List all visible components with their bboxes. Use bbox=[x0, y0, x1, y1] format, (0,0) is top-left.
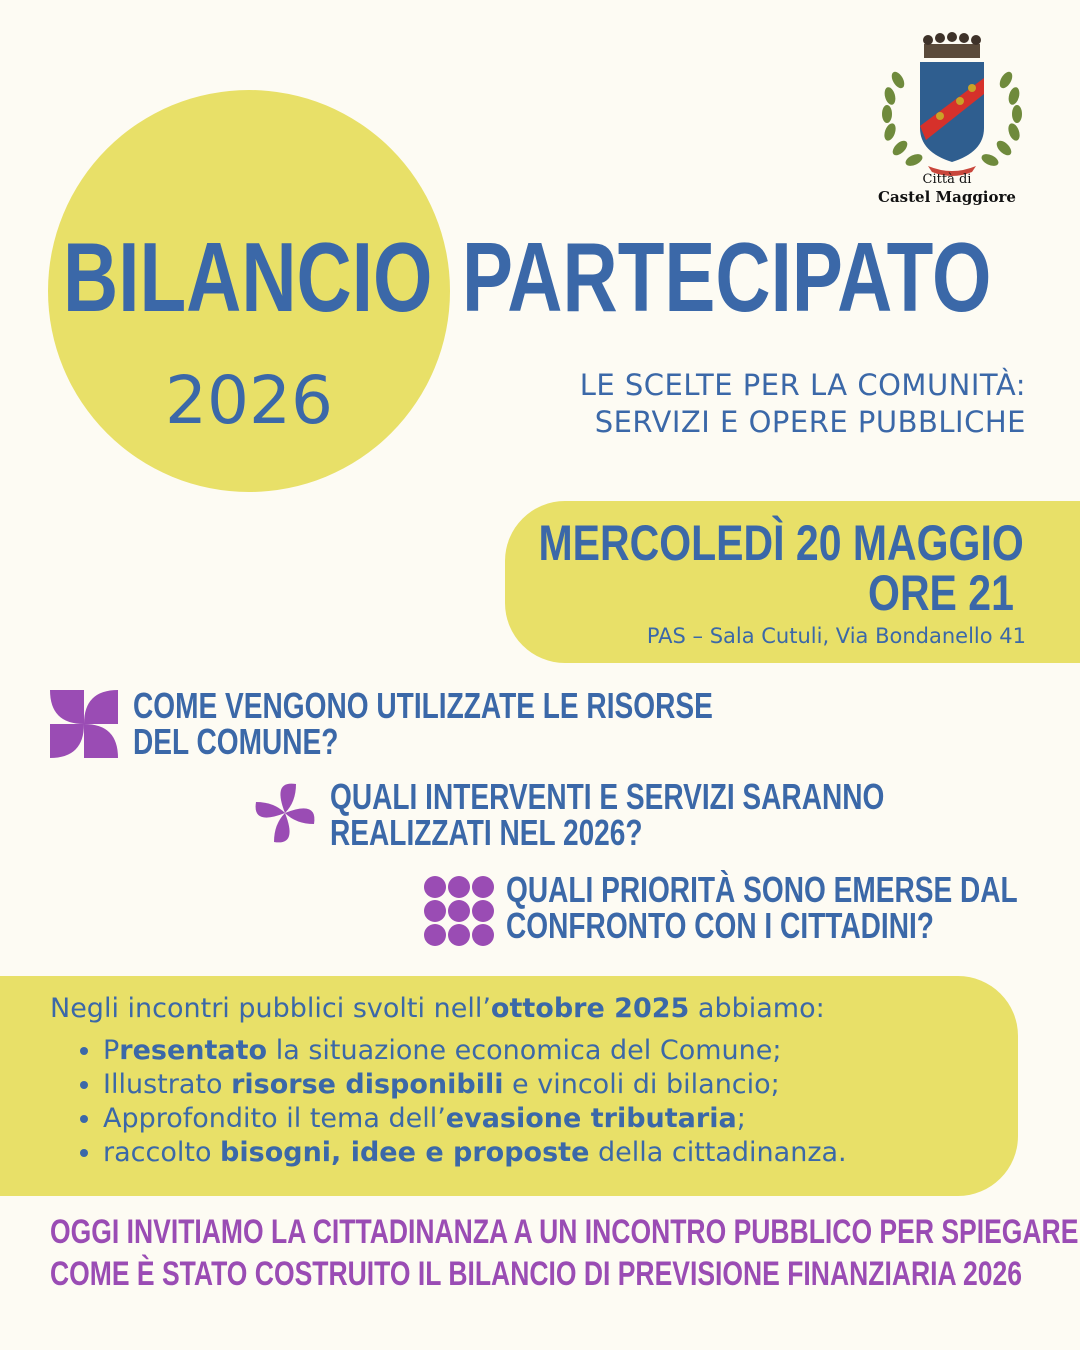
question-interventions bbox=[330, 776, 885, 853]
list-item-post: la situazione economica del Comune; bbox=[267, 1035, 782, 1066]
list-item-bold: evasione tributaria bbox=[445, 1103, 737, 1134]
event-time: ORE 21 bbox=[868, 565, 1015, 621]
info-intro-pre: Negli incontri pubblici svolti nell’ bbox=[50, 993, 491, 1024]
footer-line-1: OGGI INVITIAMO LA CITTADINANZA A UN INCONTRO PUBBLICO PER SPIEGARE bbox=[50, 1213, 1079, 1251]
list-item-post: della cittadinanza. bbox=[589, 1137, 847, 1168]
list-item-bold: risorse disponibili bbox=[231, 1069, 504, 1100]
dot-grid-icon bbox=[423, 875, 495, 947]
list-item bbox=[103, 1102, 847, 1136]
logo-line-city-of: Città di bbox=[922, 172, 972, 187]
subtitle bbox=[580, 367, 1026, 441]
list-item-pre: P bbox=[103, 1035, 120, 1066]
list-item bbox=[103, 1034, 847, 1068]
info-intro-bold: ottobre 2025 bbox=[490, 993, 690, 1024]
list-item-bold: bisogni, idee e proposte bbox=[220, 1137, 590, 1168]
footer-invitation bbox=[50, 1211, 1078, 1295]
question-3-line-1: QUALI PRIORITÀ SONO EMERSE DAL bbox=[506, 869, 1018, 910]
event-venue: PAS – Sala Cutuli, Via Bondanello 41 bbox=[646, 624, 1026, 648]
footer-line-2: COME È STATO COSTRUITO IL BILANCIO DI PREVISIONE FINANZIARIA 2026 bbox=[50, 1255, 1023, 1293]
question-resources bbox=[133, 685, 713, 762]
list-item-post: ; bbox=[736, 1103, 746, 1134]
list-item-pre: Approfondito il tema dell’ bbox=[103, 1103, 446, 1134]
info-intro-post: abbiamo: bbox=[689, 993, 825, 1024]
list-item-pre: Illustrato bbox=[103, 1069, 232, 1100]
subtitle-line-1: LE SCELTE PER LA COMUNITÀ: bbox=[579, 368, 1026, 402]
question-priorities bbox=[506, 869, 1018, 946]
pinwheel-petals-icon bbox=[252, 780, 318, 846]
title-year: 2026 bbox=[165, 362, 333, 439]
pinwheel-square-icon bbox=[50, 690, 118, 758]
question-2-line-1: QUALI INTERVENTI E SERVIZI SARANNO bbox=[330, 776, 885, 817]
question-2-line-2: REALIZZATI NEL 2026? bbox=[330, 812, 643, 853]
list-item-pre: raccolto bbox=[103, 1137, 221, 1168]
title-word-partecipato: PARTECIPATO bbox=[462, 222, 992, 332]
list-item-post: e vincoli di bilancio; bbox=[503, 1069, 780, 1100]
title-word-bilancio: BILANCIO bbox=[63, 222, 433, 332]
logo-line-name: Castel Maggiore bbox=[878, 188, 1016, 206]
list-item bbox=[103, 1068, 847, 1102]
question-1-line-1: COME VENGONO UTILIZZATE LE RISORSE bbox=[133, 685, 713, 726]
event-date: MERCOLEDÌ 20 MAGGIO bbox=[538, 515, 1024, 571]
list-item-bold: resentato bbox=[119, 1035, 268, 1066]
question-1-line-2: DEL COMUNE? bbox=[133, 721, 339, 762]
event-date-time bbox=[538, 515, 1024, 621]
municipality-name bbox=[862, 172, 1032, 207]
subtitle-line-2: SERVIZI E OPERE PUBBLICHE bbox=[594, 405, 1026, 439]
list-item bbox=[103, 1136, 847, 1170]
question-3-line-2: CONFRONTO CON I CITTADINI? bbox=[506, 905, 934, 946]
info-list bbox=[70, 1034, 847, 1170]
info-intro bbox=[50, 993, 825, 1024]
